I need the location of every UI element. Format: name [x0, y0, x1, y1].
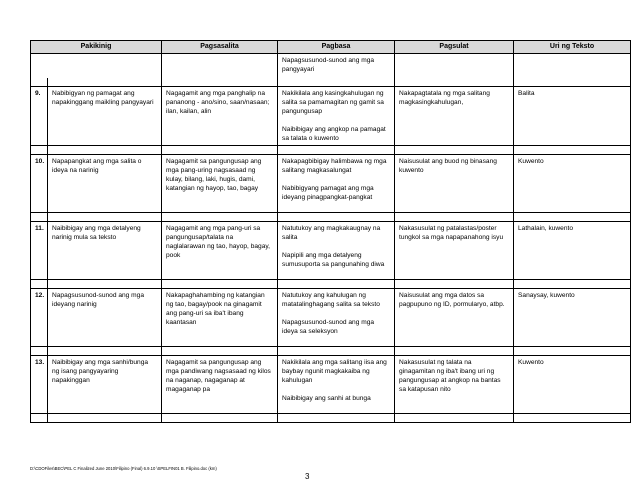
cell-uri: [514, 289, 631, 347]
page-number: 3: [305, 472, 310, 481]
table-row: [31, 356, 631, 414]
cell-pakikinig: [48, 222, 162, 280]
separator-cell: [48, 280, 162, 289]
cell-text: Nakikilala ang kasingkahulugan ng salita sa pamamagitan ng gamit sa pangungusap: [282, 90, 384, 115]
cell-text: Nakapagtatala ng mga salitang magkasingkahulugan,: [399, 90, 490, 106]
row-separator: [31, 347, 631, 356]
cell-pagsasalita: [162, 87, 278, 146]
cell-pagsulat: [395, 155, 514, 213]
cell-text: Balita: [518, 90, 535, 97]
separator-cell: [395, 146, 514, 155]
cell-text: Naisusulat ang buod ng binasang kuwento: [399, 158, 497, 174]
row-separator: [31, 146, 631, 155]
cell-pagsulat: [395, 356, 514, 414]
separator-cell: [31, 78, 48, 87]
separator-cell: [514, 347, 631, 356]
header-cell: Pagsulat: [395, 41, 514, 54]
table-header-row: [31, 41, 631, 54]
paragraph-gap: [282, 385, 390, 394]
cell-text: Nakikilala ang mga salitang iisa ang baybay ngunit magkakaiba ng kahulugan: [282, 359, 387, 384]
separator-cell: [514, 280, 631, 289]
separator-cell: [278, 280, 395, 289]
row-separator: [31, 280, 631, 289]
separator-cell: [514, 213, 631, 222]
header-cell: Uri ng Teksto: [514, 41, 631, 54]
table-cell: [31, 54, 162, 79]
separator-cell: [48, 414, 162, 423]
separator-cell: [278, 78, 395, 87]
cell-text: Naisusulat ang mga datos sa pagpupuno ng ID, pormularyo, atbp.: [399, 292, 505, 308]
cell-text: Lathalain, kuwento: [518, 225, 574, 232]
continuation-text: Napagsusunod-sunod ang mga pangyayari: [282, 57, 375, 73]
cell-text: Kuwento: [518, 158, 544, 165]
cell-text: Nakapagbibigay halimbawa ng mga salitang magkasalungat: [282, 158, 387, 174]
table-row: [31, 222, 631, 280]
separator-cell: [395, 414, 514, 423]
cell-text: Kuwento: [518, 359, 544, 366]
cell-pagsulat: [395, 289, 514, 347]
separator-cell: [162, 280, 278, 289]
separator-cell: [31, 347, 48, 356]
cell-text: Nakasusulat ng patalastas/poster tungkol sa mga napapanahong isyu: [399, 225, 504, 241]
cell-text: Napipili ang mga detalyeng sumusuporta sa pangunahing diwa: [282, 252, 385, 268]
separator-cell: [31, 414, 48, 423]
row-separator: [31, 414, 631, 423]
file-path-footer: D:\CDOFiles\BEC\PEL C Finalized June 2010\Filipino (Final) 6.9.10 \SPELFIN01 B. Filipino.doc (km): [30, 466, 217, 471]
separator-cell: [31, 146, 48, 155]
separator-cell: [31, 213, 48, 222]
paragraph-gap: [282, 309, 390, 318]
cell-uri: [514, 356, 631, 414]
separator-cell: [162, 347, 278, 356]
separator-cell: [162, 414, 278, 423]
separator-cell: [48, 78, 162, 87]
table-row: [31, 87, 631, 146]
row-number: 13.: [31, 356, 48, 414]
separator-cell: [278, 146, 395, 155]
row-separator: [31, 78, 631, 87]
continuation-row: [31, 54, 631, 79]
table-row: [31, 155, 631, 213]
cell-text: Nagagamit sa pangungusap ang mga pandiwang nagsasaad ng kilos na naganap, nagaganap at magaganap pa: [166, 359, 271, 393]
cell-uri: [514, 155, 631, 213]
cell-text: Nagagamit sa pangungusap ang mga pang-uring nagsasaad ng kulay, bilang, laki, hugis, dami, katangian ng hayop, tao, bagay: [166, 158, 262, 192]
separator-cell: [162, 213, 278, 222]
cell-pakikinig: [48, 155, 162, 213]
cell-pagsulat: [395, 222, 514, 280]
separator-cell: [48, 213, 162, 222]
cell-pakikinig: [48, 289, 162, 347]
cell-text: Nakapaghahambing ng katangian ng tao, bagay/pook na ginagamit ang pang-uri sa iba't ibang kaantasan: [166, 292, 265, 326]
row-number: 11.: [31, 222, 48, 280]
row-number: 12.: [31, 289, 48, 347]
cell-pagsasalita: [162, 155, 278, 213]
row-separator: [31, 213, 631, 222]
separator-cell: [395, 78, 514, 87]
cell-pakikinig: [48, 87, 162, 146]
cell-text: Natutukoy ang magkakaugnay na salita: [282, 225, 381, 241]
cell-pagbasa: [278, 289, 395, 347]
separator-cell: [48, 146, 162, 155]
header-cell: Pakikinig: [31, 41, 162, 54]
cell-pagsasalita: [162, 289, 278, 347]
separator-cell: [162, 146, 278, 155]
separator-cell: [395, 280, 514, 289]
row-number: 10.: [31, 155, 48, 213]
curriculum-table: [30, 40, 631, 423]
cell-text: Napagsusunod-sunod ang mga ideya sa seleksyon: [282, 319, 375, 335]
separator-cell: [278, 213, 395, 222]
cell-pakikinig: [48, 356, 162, 414]
paragraph-gap: [282, 175, 390, 184]
cell-text: Napapangkat ang mga salita o ideya na narinig: [52, 158, 142, 174]
cell-pagbasa: [278, 222, 395, 280]
cell-pagbasa: [278, 87, 395, 146]
cell-text: Sanaysay, kuwento: [518, 292, 575, 299]
cell-text: Naibibigay ang mga detalyeng narinig mula sa teksto: [52, 225, 141, 241]
table-cell: [514, 54, 631, 79]
table-cell: [395, 54, 514, 79]
cell-text: Nabibigyang pamagat ang mga ideyang pinagpangkat-pangkat: [282, 185, 374, 201]
cell-text: Nagagamit ang mga panghalip na pananong - ano/sino, saan/nasaan; ilan, kailan, alin: [166, 90, 270, 115]
separator-cell: [48, 347, 162, 356]
cell-pagbasa: [278, 155, 395, 213]
separator-cell: [395, 213, 514, 222]
cell-pagbasa: [278, 356, 395, 414]
header-cell: Pagbasa: [278, 41, 395, 54]
cell-pagsasalita: [162, 222, 278, 280]
paragraph-gap: [282, 242, 390, 251]
row-number: 9.: [31, 87, 48, 146]
separator-cell: [514, 146, 631, 155]
table-row: [31, 289, 631, 347]
separator-cell: [31, 280, 48, 289]
cell-text: Napagsusunod-sunod ang mga ideyang narinig: [52, 292, 145, 308]
cell-text: Natutukoy ang kahulugan ng matatalinghagang salita sa teksto: [282, 292, 380, 308]
separator-cell: [514, 78, 631, 87]
table-cell: [162, 54, 278, 79]
cell-pagsulat: [395, 87, 514, 146]
cell-text: Nakasusulat ng talata na ginagamitan ng iba't ibang uri ng pangungusap at angkop na bantas sa katapusan nito: [399, 359, 501, 393]
cell-uri: [514, 222, 631, 280]
cell-uri: [514, 87, 631, 146]
paragraph-gap: [282, 116, 390, 125]
separator-cell: [278, 414, 395, 423]
header-cell: Pagsasalita: [162, 41, 278, 54]
separator-cell: [278, 347, 395, 356]
cell-text: Nabibigyan ng pamagat ang napakinggang maikling pangyayari: [52, 90, 154, 106]
cell-text: Naibibigay ang sanhi at bunga: [282, 395, 371, 402]
cell-text: Naibibigay ang mga sanhi/bunga ng isang pangyayaring napakinggan: [52, 359, 149, 384]
separator-cell: [162, 78, 278, 87]
table-cell: [278, 54, 395, 79]
cell-text: Nagagamit ang mga pang-uri sa pangungusap/talata na naglalarawan ng tao, hayop, bagay, pook: [166, 225, 271, 259]
separator-cell: [514, 414, 631, 423]
separator-cell: [395, 347, 514, 356]
cell-text: Naibibigay ang angkop na pamagat sa talata o kuwento: [282, 126, 386, 142]
cell-pagsasalita: [162, 356, 278, 414]
